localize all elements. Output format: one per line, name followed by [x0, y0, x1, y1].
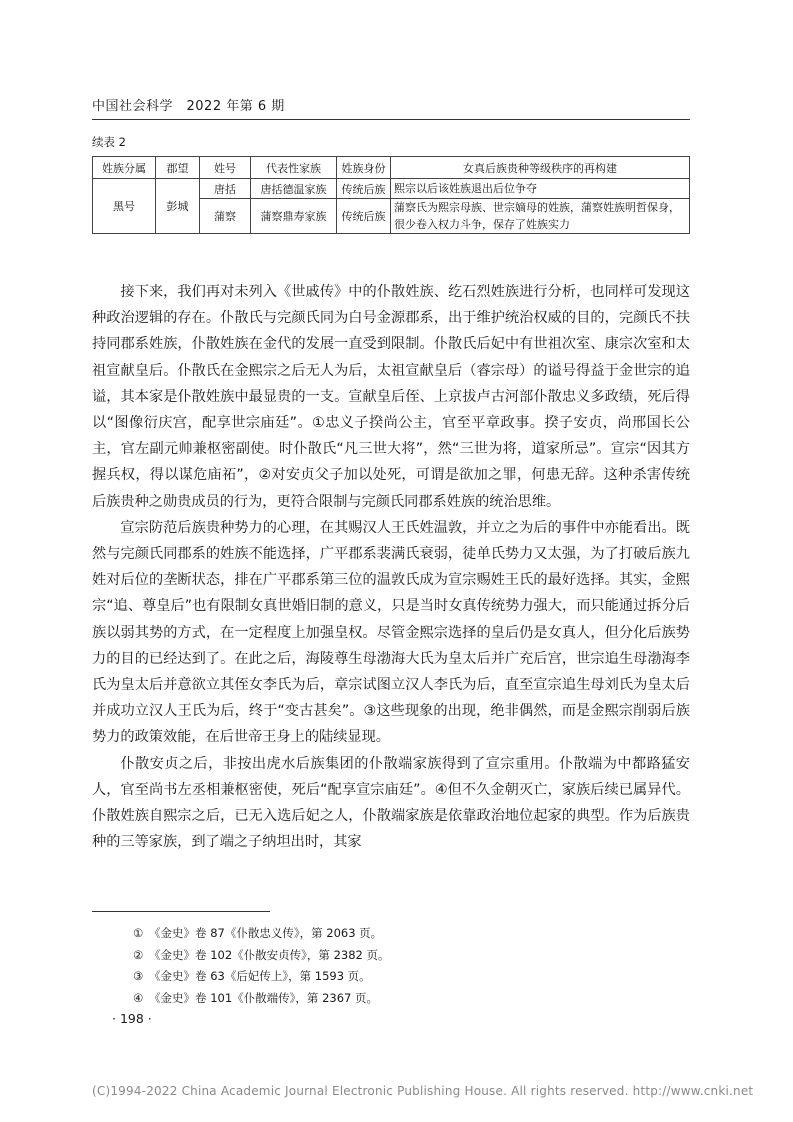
copyright-notice: (C)1994-2022 China Academic Journal Electronic Publishing House. All rights reserved. http://www.cnki.net — [92, 1084, 754, 1098]
surname-cell: 唐括 — [200, 179, 251, 199]
table-title: 续表 2 — [92, 135, 126, 149]
description-cell: 蒲察氏为熙宗母族、世宗嫡母的姓族，蒲察姓族明哲保身，很少卷入权力斗争，保存了姓族实力 — [391, 199, 690, 234]
commandery-cell: 彭城 — [156, 179, 200, 234]
running-header: 中国社会科学 2022 年第 6 期 — [92, 99, 285, 114]
footnote-rule — [92, 911, 270, 912]
paragraph: 宣宗防范后族贵种势力的心理，在其赐汉人王氏姓温敦，并立之为后的事件中亦能看出。既然与完颜氏同郡系的姓族不能选择，广平郡系裴满氏衰弱，徒单氏势力又太强，为了打破后族九姓对后位的垄断状态，排在广平郡系第三位的温敦氏成为宣宗赐姓王氏的最好选择。其实，金熙宗“追、尊皇后”也有限制女真世婚旧制的意义，只是当时女真传统势力强大，而只能通过拆分后族以弱其势的方式，在一定程度上加强皇权。尽管金熙宗选择的皇后仍是女真人，但分化后族势力的目的已经达到了。在此之后，海陵尊生母渤海大氏为皇太后并广充后宫，世宗追生母渤海李氏为皇太后并意欲立其侄女李氏为后，章宗试图立汉人李氏为后，直至宣宗追生母刘氏为皇太后并成功立汉人王氏为后，终于“变古甚矣”。③这些现象的出现，绝非偶然，而是金熙宗削弱后族势力的政策效能，在后世帝王身上的陆续显现。 — [92, 519, 690, 746]
page-number: · 198 · — [112, 1011, 152, 1026]
status-cell: 传统后族 — [337, 179, 391, 199]
column-header: 女真后族贵种等级秩序的再构建 — [391, 157, 690, 179]
surname-cell: 蒲察 — [200, 199, 251, 234]
paragraph: 仆散安贞之后，非按出虎水后族集团的仆散端家族得到了宣宗重用。仆散端为中都路猛安人，官至尚书左丞相兼枢密使，死后“配享宣宗庙廷”。④但不久金朝灭亡，家族后续已属异代。仆散姓族自熙宗之后，已无入选后妃之人，仆散端家族是依靠政治地位起家的典型。作为后族贵种的三等家族，到了端之子纳坦出时，其家 — [92, 755, 690, 851]
description-cell: 熙宗以后该姓族退出后位争夺 — [391, 179, 690, 199]
footnote: ③ 《金史》卷 63《后妃传上》，第 1593 页。 — [133, 969, 371, 983]
header-rule — [92, 119, 690, 120]
footnote: ④ 《金史》卷 101《仆散端传》，第 2367 页。 — [133, 990, 378, 1005]
footnotes — [133, 923, 390, 1009]
table-row — [93, 179, 690, 199]
continued-table — [92, 156, 690, 234]
affiliation-cell: 黑号 — [93, 179, 156, 234]
column-header: 郡望 — [156, 157, 200, 179]
family-cell: 蒲察鼎寿家族 — [251, 199, 337, 234]
footnote: ① 《金史》卷 87《仆散忠义传》，第 2063 页。 — [133, 926, 383, 940]
column-header: 姓族身份 — [337, 157, 391, 179]
column-header: 代表性家族 — [251, 157, 337, 179]
family-cell: 唐括德温家族 — [251, 179, 337, 199]
column-header: 姓族分属 — [93, 157, 156, 179]
footnote: ② 《金史》卷 102《仆散安贞传》，第 2382 页。 — [133, 947, 390, 962]
paragraph: 接下来，我们再对未列入《世戚传》中的仆散姓族、纥石烈姓族进行分析，也同样可发现这种政治逻辑的存在。仆散氏与完颜氏同为白号金源郡系，出于维护统治权威的目的，完颜氏不扶持同郡系姓族，仆散姓族在金代的发展一直受到限制。仆散氏后妃中有世祖次室、康宗次室和太祖宣献皇后。仆散氏在金熙宗之后无人为后，太祖宣献皇后（睿宗母）的谥号得益于金世宗的追谥，其本家是仆散姓族中最显贵的一支。宣献皇后侄、上京拔卢古河部仆散忠义多政绩，死后得以“图像衍庆宫，配享世宗庙廷”。①忠义子揆尚公主，官至平章政事。揆子安贞，尚邢国长公主，官左副元帅兼枢密副使。时仆散氏“凡三世大将”，然“三世为将，道家所忌”。宣宗“因其方握兵权，得以谋危庙祏”，②对安贞父子加以处死，可谓是欲加之罪，何患无辞。这种杀害传统后族贵种之勋贵成员的行为，更符合限制与完颜氏同郡系姓族的统治思维。 — [92, 284, 690, 510]
body-text — [92, 279, 690, 855]
column-header: 姓号 — [200, 157, 251, 179]
status-cell: 传统后族 — [337, 199, 391, 234]
table-header-row — [93, 157, 690, 179]
